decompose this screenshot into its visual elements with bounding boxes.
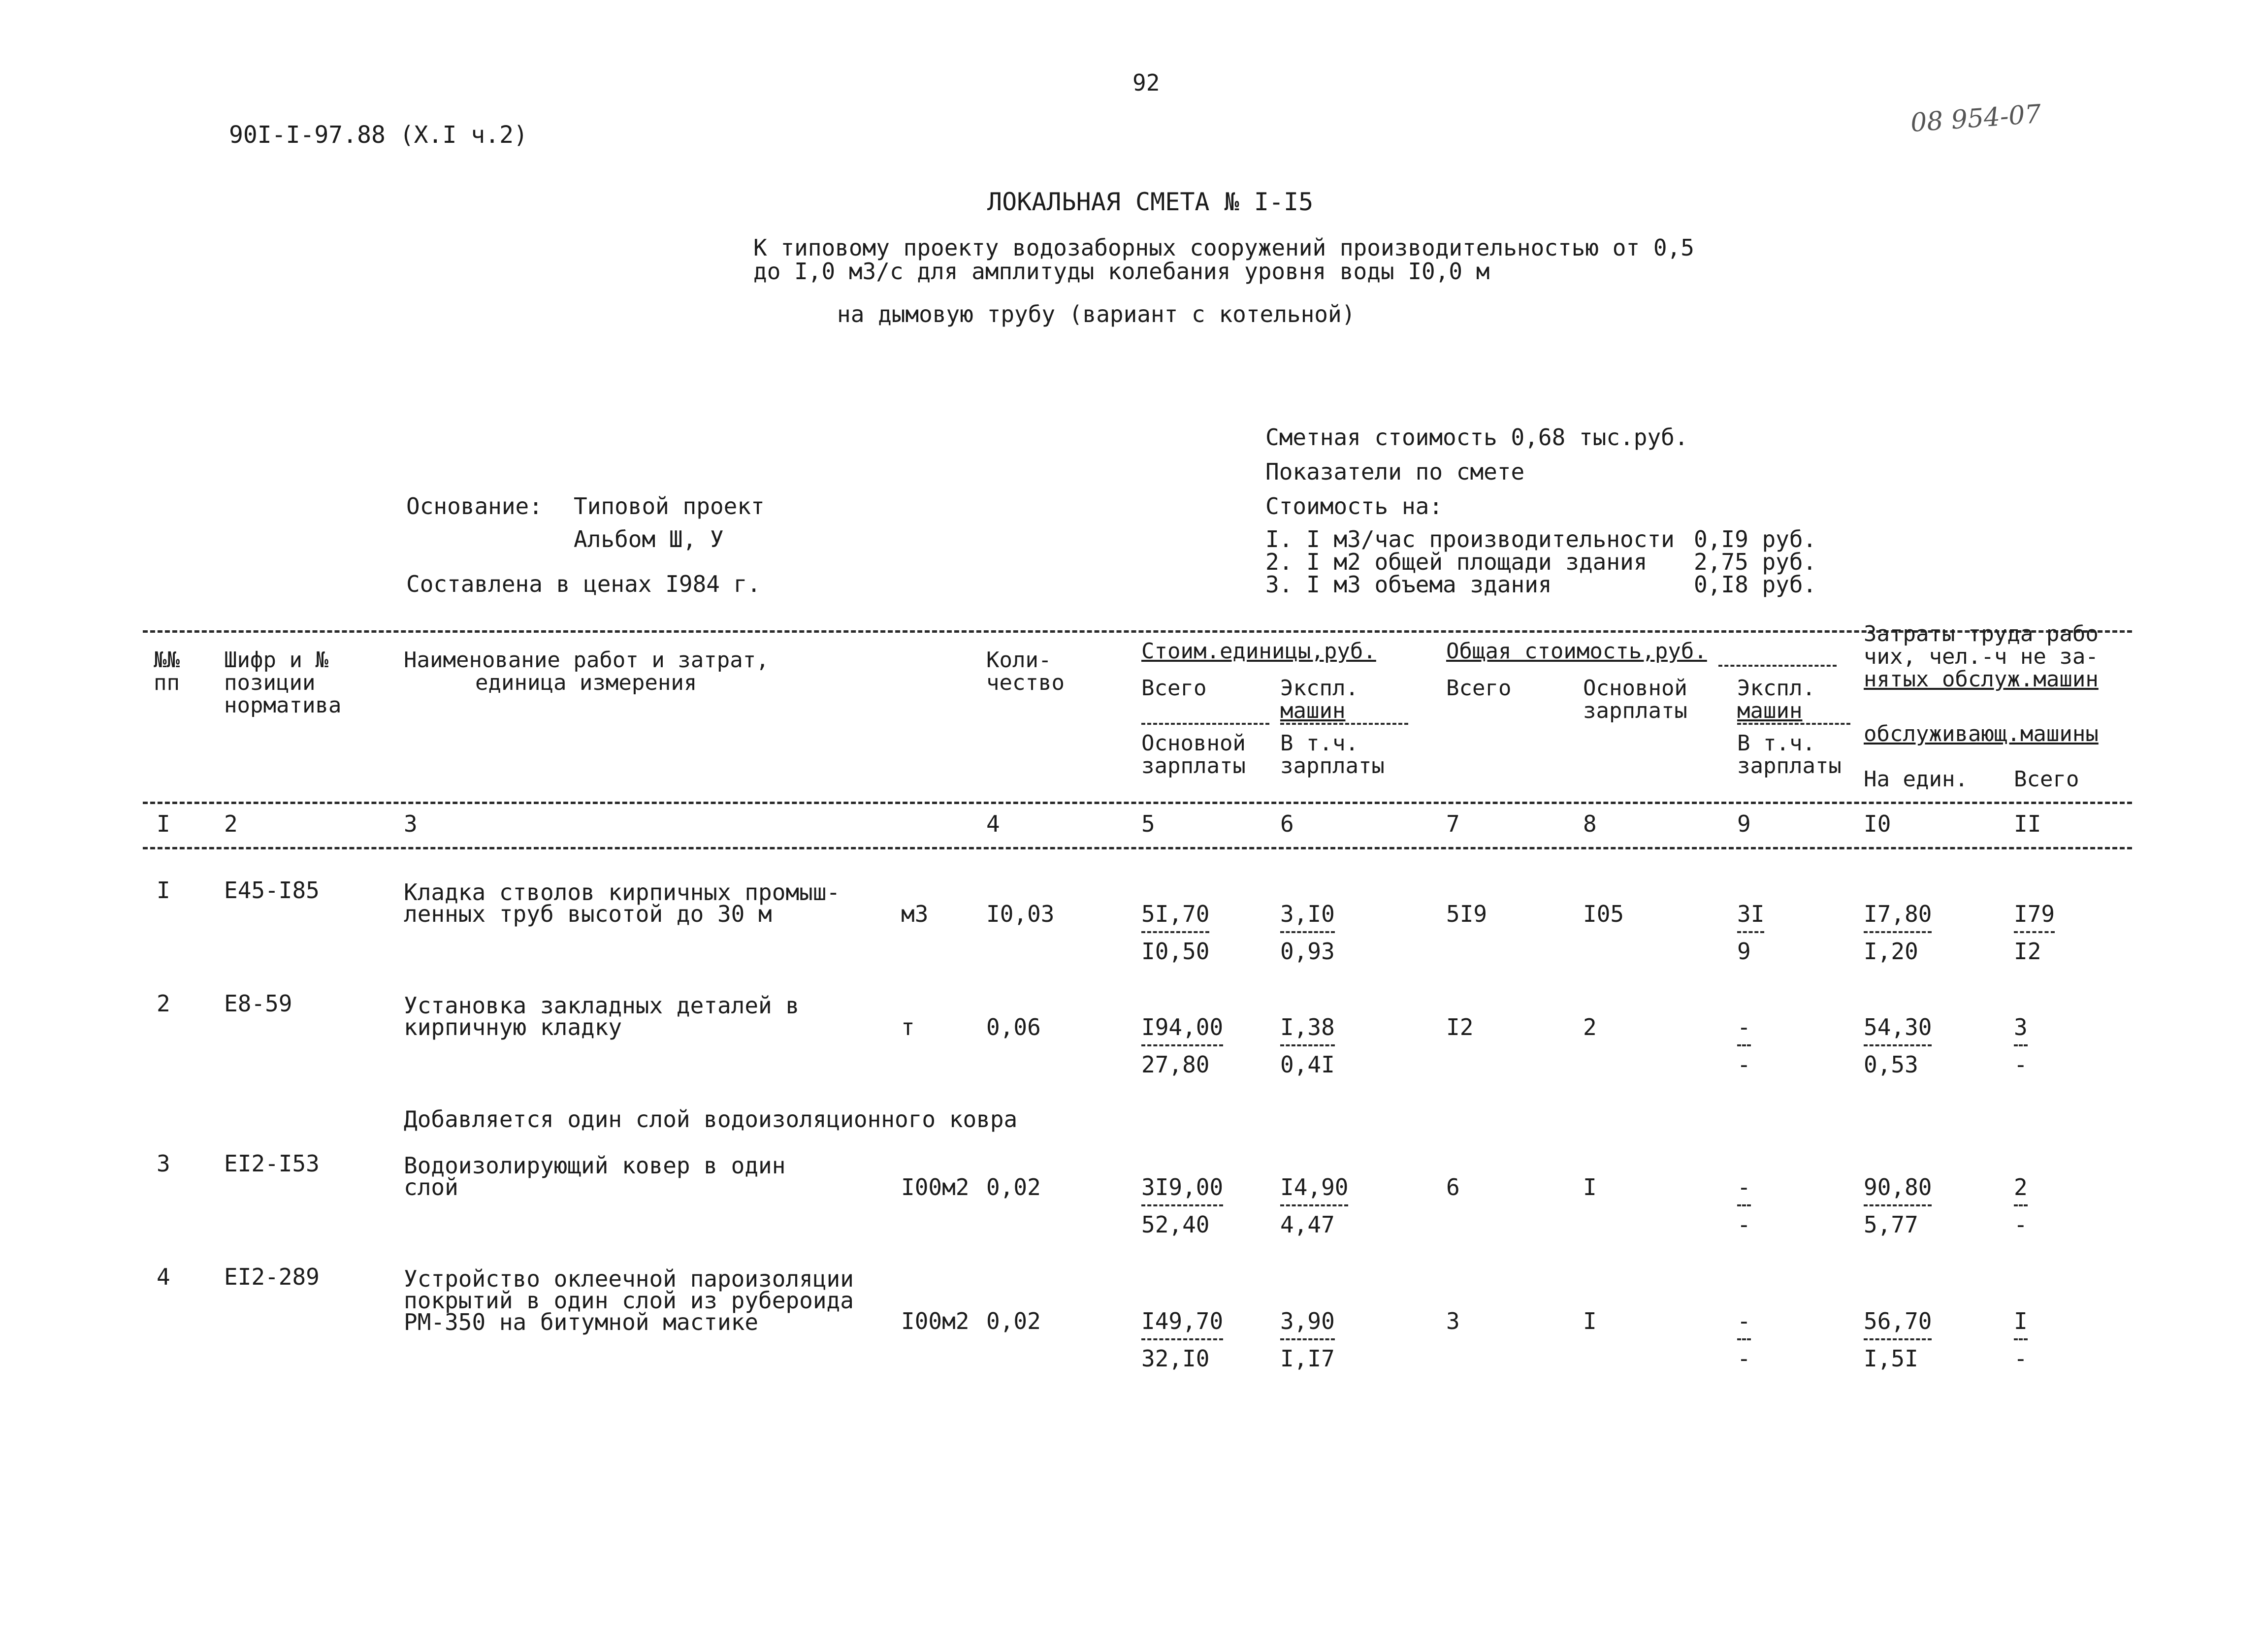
header-labor-machines: обслуживающ.машины bbox=[1864, 721, 2099, 746]
total-cost-rule bbox=[1718, 665, 1837, 667]
header-col2: Шифр и № позиции норматива bbox=[224, 648, 342, 718]
row-name: Установка закладных деталей в кирпичную кладку bbox=[404, 992, 800, 1040]
estimate-title: ЛОКАЛЬНАЯ СМЕТА № I-I5 bbox=[987, 188, 1314, 216]
basis-label: Основание: bbox=[406, 493, 543, 519]
header-bottom-rule bbox=[143, 802, 2132, 804]
row-total-cost: 5I9 bbox=[1446, 901, 1487, 927]
indicator-3-label: 3. I м3 объема здания bbox=[1265, 571, 1552, 598]
row-code: Е45-I85 bbox=[224, 877, 320, 904]
header-col4: Коли- чество bbox=[986, 648, 1065, 696]
row-name: Кладка стволов кирпичных промыш- ленных труб высотой до 30 м bbox=[404, 879, 841, 927]
row-labor-per-unit: 90,80 5,77 bbox=[1864, 1174, 1932, 1238]
header-labor: Затраты труда рабо чих, чел.-ч не за- нятых обслуж.машин bbox=[1864, 621, 2099, 692]
row-total-machines: - - bbox=[1737, 1014, 1751, 1078]
header-col9-machines: Экспл. машин bbox=[1737, 676, 1815, 724]
indicator-2-label: 2. I м2 общей площади здания bbox=[1265, 549, 1648, 575]
header-col11: Всего bbox=[2014, 767, 2079, 792]
col-number: 4 bbox=[986, 810, 1000, 837]
header-col9-rule bbox=[1737, 723, 1850, 725]
handwritten-annotation: 08 954-07 bbox=[1909, 99, 2042, 138]
row-unit: т bbox=[901, 1014, 915, 1040]
header-total-cost: Общая стоимость,руб. bbox=[1446, 639, 1707, 664]
subtitle-line-2: до I,0 м3/с для амплитуды колебания уровня воды I0,0 м bbox=[753, 258, 1490, 285]
added-layer-note: Добавляется один слой водоизоляционного ковра bbox=[404, 1106, 1018, 1133]
header-col6-rule bbox=[1280, 723, 1408, 725]
row-total-wages: I05 bbox=[1583, 901, 1624, 927]
row-unit-cost-total: 5I,70 I0,50 bbox=[1141, 901, 1210, 965]
row-labor-per-unit: I7,80 I,20 bbox=[1864, 901, 1932, 965]
row-quantity: 0,06 bbox=[986, 1014, 1041, 1040]
header-col10: На един. bbox=[1864, 767, 1968, 792]
row-number: I bbox=[157, 877, 170, 904]
row-unit-cost-machines: 3,I0 0,93 bbox=[1280, 901, 1335, 965]
col-number: 3 bbox=[404, 810, 418, 837]
row-code: Е8-59 bbox=[224, 990, 292, 1017]
header-col5-rule bbox=[1141, 723, 1269, 725]
indicator-1-value: 0,I9 руб. bbox=[1694, 526, 1817, 552]
indicator-3-value: 0,I8 руб. bbox=[1694, 571, 1817, 598]
row-code: ЕI2-I53 bbox=[224, 1150, 320, 1177]
row-quantity: I0,03 bbox=[986, 901, 1055, 927]
row-total-machines: - - bbox=[1737, 1308, 1751, 1372]
header-col5-total: Всего bbox=[1141, 676, 1207, 701]
subtitle-line-1: К типовому проекту водозаборных сооружений производительностью от 0,5 bbox=[753, 234, 1694, 261]
header-col6-machines: Экспл. машин bbox=[1280, 676, 1358, 724]
header-col8: Основной зарплаты bbox=[1583, 676, 1687, 724]
header-col3: Наименование работ и затрат, единица измерения bbox=[404, 648, 769, 696]
row-unit: I00м2 bbox=[901, 1174, 970, 1200]
indicator-2-value: 2,75 руб. bbox=[1694, 549, 1817, 575]
row-quantity: 0,02 bbox=[986, 1174, 1041, 1200]
basis-project: Типовой проект bbox=[574, 493, 765, 519]
row-number: 4 bbox=[157, 1263, 170, 1290]
table-top-rule bbox=[143, 630, 2132, 633]
row-number: 2 bbox=[157, 990, 170, 1017]
page-number: 92 bbox=[1132, 69, 1160, 96]
row-unit: м3 bbox=[901, 901, 929, 927]
row-labor-total: I79 I2 bbox=[2014, 901, 2055, 965]
row-labor-per-unit: 56,70 I,5I bbox=[1864, 1308, 1932, 1372]
prices-year: Составлена в ценах I984 г. bbox=[406, 571, 761, 597]
row-total-wages: I bbox=[1583, 1174, 1597, 1200]
row-unit-cost-total: 3I9,00 52,40 bbox=[1141, 1174, 1224, 1238]
col-number: 8 bbox=[1583, 810, 1597, 837]
row-total-wages: I bbox=[1583, 1308, 1597, 1334]
row-total-cost: 6 bbox=[1446, 1174, 1460, 1200]
row-total-wages: 2 bbox=[1583, 1014, 1597, 1040]
row-labor-total: 3 - bbox=[2014, 1014, 2028, 1078]
col-number: 5 bbox=[1141, 810, 1155, 837]
col-number: 9 bbox=[1737, 810, 1751, 837]
row-total-cost: 3 bbox=[1446, 1308, 1460, 1334]
row-unit-cost-total: I94,00 27,80 bbox=[1141, 1014, 1224, 1078]
indicator-1-label: I. I м3/час производительности bbox=[1265, 526, 1675, 552]
col-number: II bbox=[2014, 810, 2041, 837]
header-col7: Всего bbox=[1446, 676, 1512, 701]
row-total-machines: 3I 9 bbox=[1737, 901, 1765, 965]
row-name: Устройство оклеечной пароизоляции покрытий в один слой из рубероида РМ-350 на битумной мастике bbox=[404, 1265, 854, 1335]
row-total-machines: - - bbox=[1737, 1174, 1751, 1238]
row-labor-per-unit: 54,30 0,53 bbox=[1864, 1014, 1932, 1078]
header-col1: №№ пп bbox=[154, 648, 180, 696]
header-col9-wages: В т.ч. зарплаты bbox=[1737, 731, 1842, 779]
col-number: 6 bbox=[1280, 810, 1294, 837]
row-labor-total: 2 - bbox=[2014, 1174, 2028, 1238]
row-unit-cost-machines: 3,90 I,I7 bbox=[1280, 1308, 1335, 1372]
col-number: 7 bbox=[1446, 810, 1460, 837]
indicators-label: Показатели по смете bbox=[1265, 458, 1525, 485]
header-unit-cost: Стоим.единицы,руб. bbox=[1141, 639, 1376, 664]
header-col6-wages: В т.ч. зарплаты bbox=[1280, 731, 1385, 779]
row-name: Водоизолирующий ковер в один слой bbox=[404, 1152, 786, 1200]
col-number: I bbox=[157, 810, 170, 837]
row-labor-total: I - bbox=[2014, 1308, 2028, 1372]
row-unit-cost-total: I49,70 32,I0 bbox=[1141, 1308, 1224, 1372]
subtitle-line-3: на дымовую трубу (вариант с котельной) bbox=[837, 301, 1356, 327]
col-number: 2 bbox=[224, 810, 238, 837]
estimated-cost: Сметная стоимость 0,68 тыс.руб. bbox=[1265, 424, 1688, 451]
basis-album: Альбом Ш, У bbox=[574, 526, 724, 552]
row-quantity: 0,02 bbox=[986, 1308, 1041, 1334]
document-code: 90I-I-97.88 (X.I ч.2) bbox=[229, 121, 528, 149]
row-unit: I00м2 bbox=[901, 1308, 970, 1334]
row-code: ЕI2-289 bbox=[224, 1263, 320, 1290]
row-unit-cost-machines: I4,90 4,47 bbox=[1280, 1174, 1349, 1238]
header-col5-wages: Основной зарплаты bbox=[1141, 731, 1246, 779]
cost-per-label: Стоимость на: bbox=[1265, 493, 1443, 519]
row-number: 3 bbox=[157, 1150, 170, 1177]
col-number: I0 bbox=[1864, 810, 1891, 837]
numbers-bottom-rule bbox=[143, 847, 2132, 849]
row-unit-cost-machines: I,38 0,4I bbox=[1280, 1014, 1335, 1078]
row-total-cost: I2 bbox=[1446, 1014, 1474, 1040]
